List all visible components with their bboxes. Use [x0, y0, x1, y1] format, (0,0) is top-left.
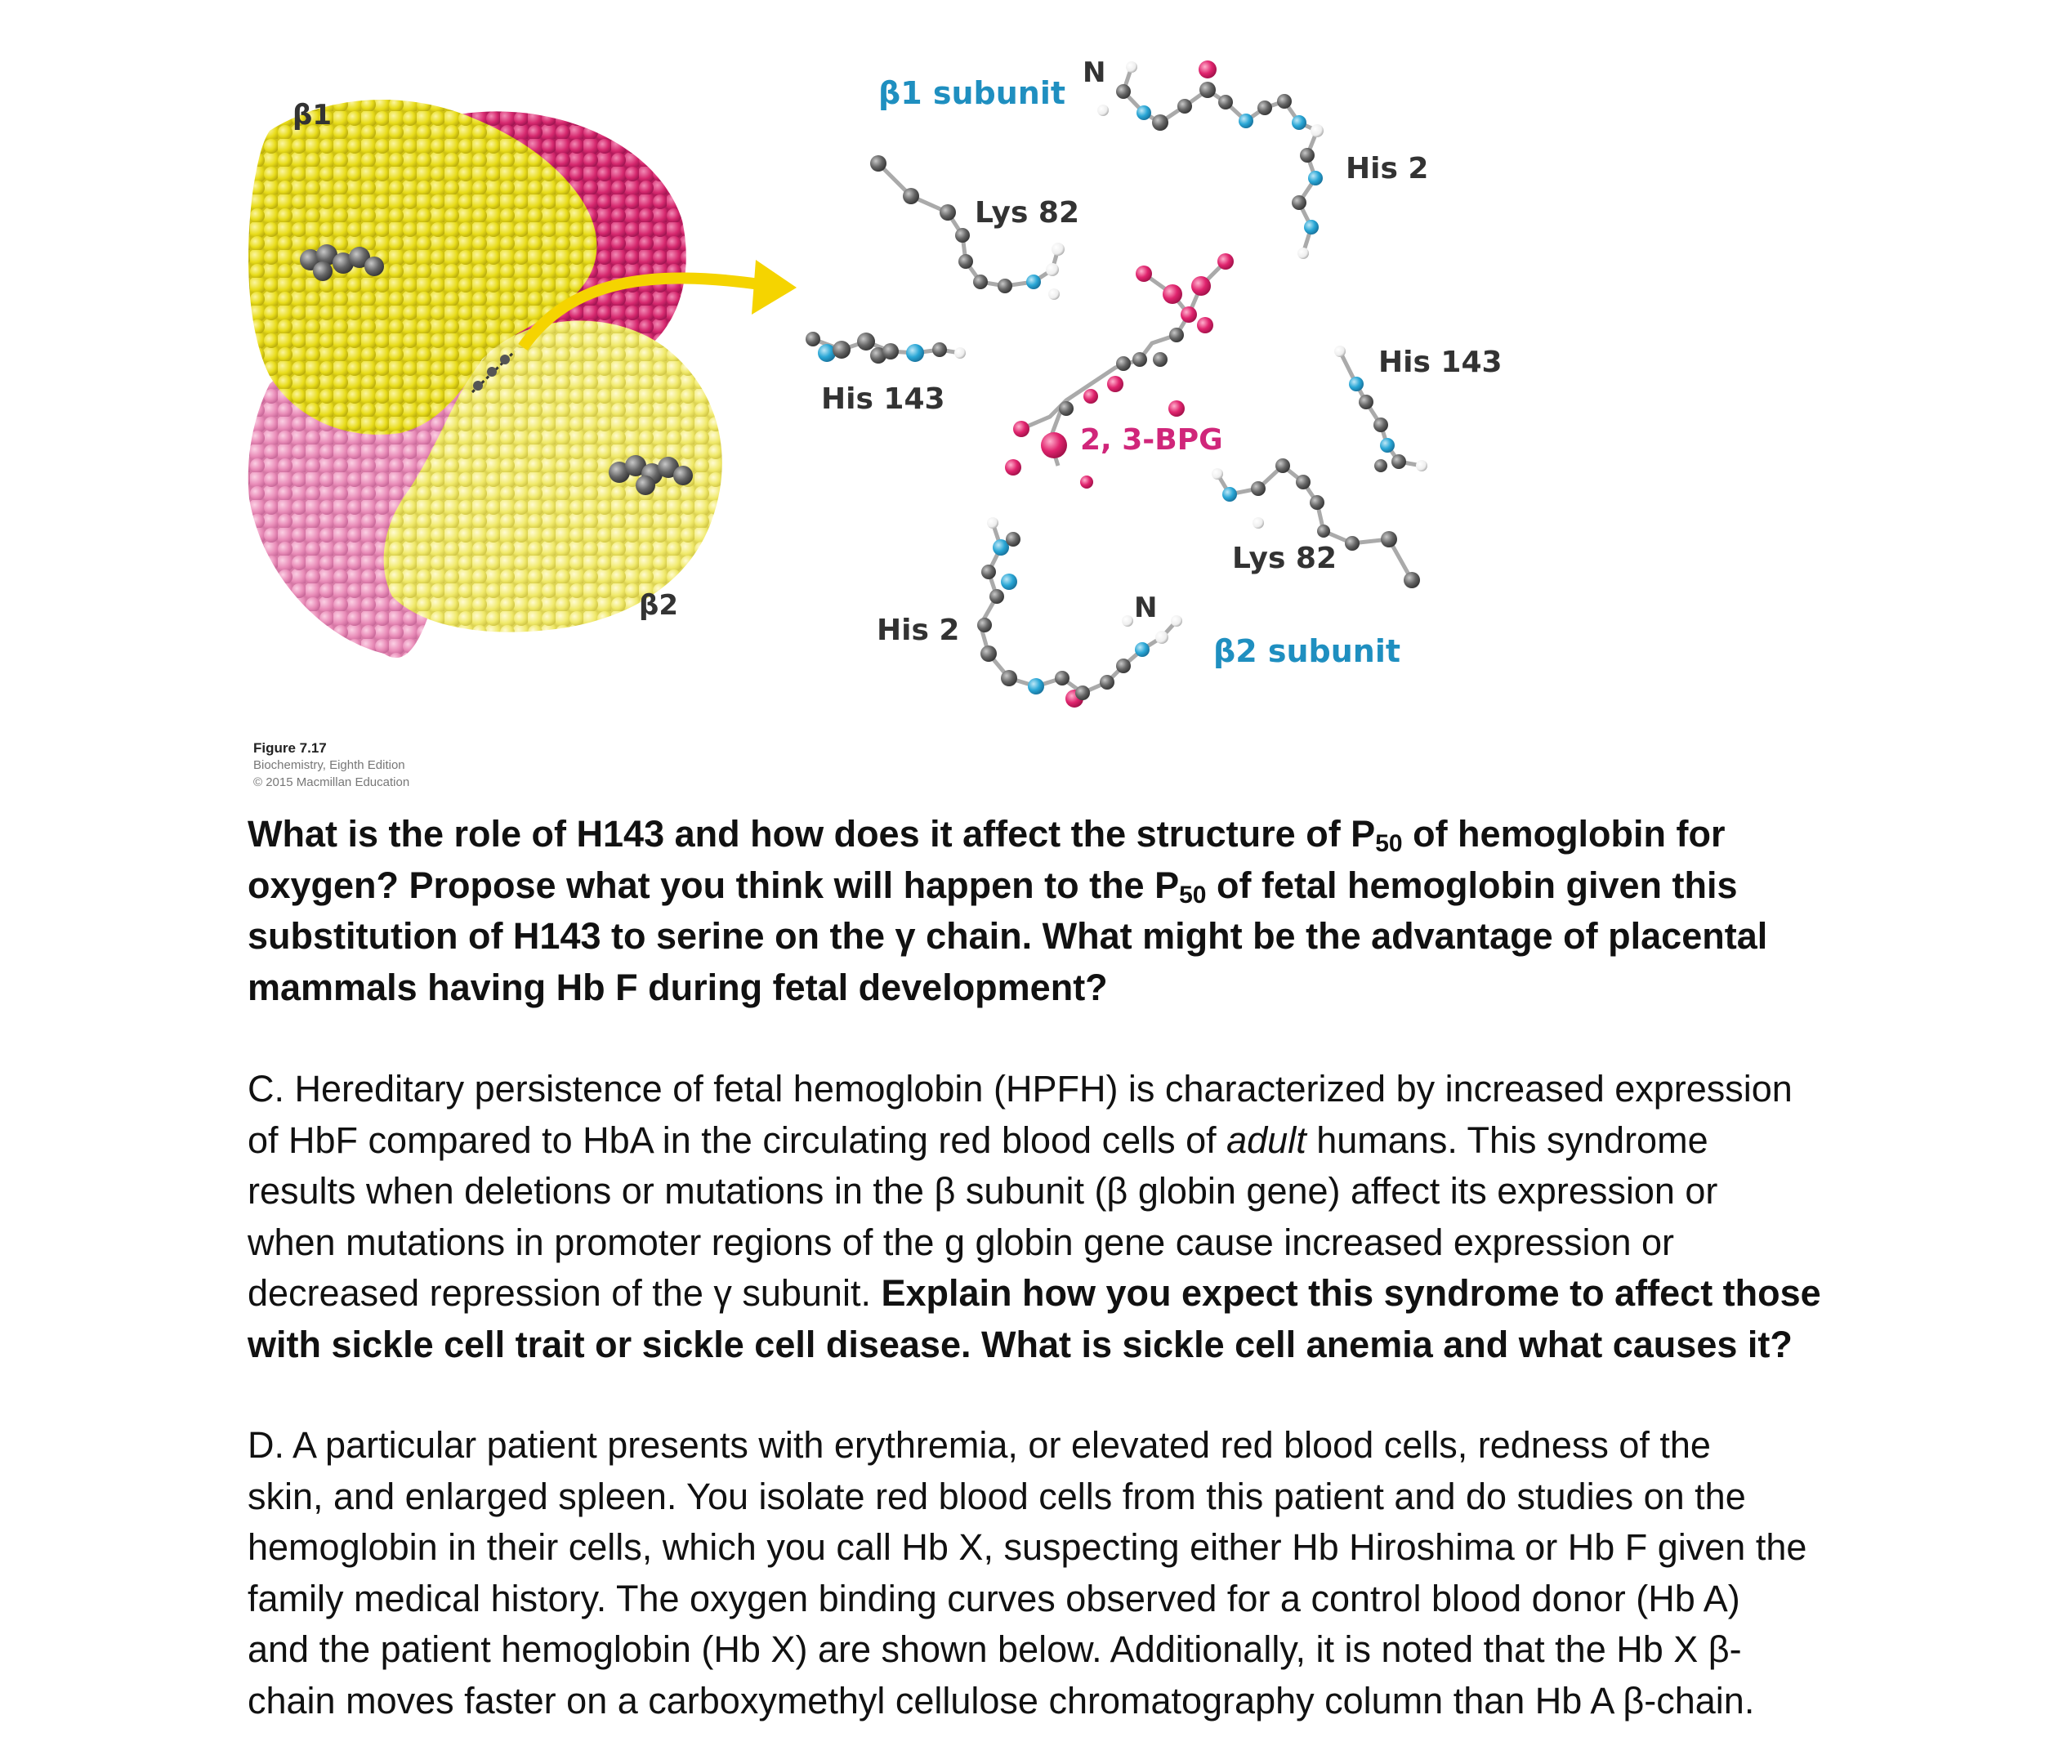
- text: of fetal hemoglobin given this: [1206, 864, 1738, 906]
- question-line: [248, 860, 1882, 912]
- beta1-label: β1: [292, 99, 332, 132]
- subscript: 50: [1375, 830, 1403, 857]
- text: What is the role of H143 and how does it affect the structure of P: [248, 813, 1376, 855]
- text: decreased repression of the γ subunit.: [248, 1272, 882, 1314]
- his143-left-label: His 143: [821, 382, 945, 416]
- paragraph-line: D. A particular patient presents with erythremia, or elevated red blood cells, redness of the: [248, 1424, 1711, 1466]
- text: oxygen? Propose what you think will happen to the P: [248, 864, 1180, 906]
- italic-text: adult: [1226, 1119, 1306, 1161]
- his2-bottom-label: His 2: [877, 614, 960, 647]
- question-b: [248, 809, 1882, 1013]
- question-line: [248, 809, 1882, 860]
- lys82-bottom-label: Lys 82: [1232, 542, 1337, 575]
- paragraph-line: and the patient hemoglobin (Hb X) are shown below. Additionally, it is noted that the Hb X β-: [248, 1628, 1742, 1670]
- bpg-label: 2, 3-BPG: [1080, 423, 1223, 457]
- paragraph-line: with sickle cell trait or sickle cell disease. What is sickle cell anemia and what causes it?: [248, 1323, 1793, 1365]
- beta2-subunit-label: β2 subunit: [1213, 633, 1401, 669]
- n-terminus-top-label: N: [1083, 56, 1106, 89]
- paragraph-c: [248, 1064, 1882, 1370]
- figure-caption: [253, 739, 409, 791]
- paragraph-line: chain moves faster on a carboxymethyl cellulose chromatography column than Hb A β-chain.: [248, 1679, 1755, 1722]
- paragraph-d: [248, 1420, 1882, 1726]
- lys82-top-label: Lys 82: [975, 196, 1080, 230]
- beta1-subunit-label: β1 subunit: [878, 75, 1066, 111]
- text: humans. This syndrome: [1306, 1119, 1708, 1161]
- question-line: substitution of H143 to serine on the γ chain. What might be the advantage of placental: [248, 915, 1768, 957]
- subscript: 50: [1179, 881, 1207, 909]
- n-terminus-bottom-label: N: [1134, 592, 1158, 624]
- bold-text: Explain how you expect this syndrome to affect those: [881, 1272, 1821, 1314]
- book-edition: Biochemistry, Eighth Edition: [253, 758, 405, 772]
- question-line: mammals having Hb F during fetal development?: [248, 966, 1108, 1008]
- his143-right-label: His 143: [1378, 346, 1503, 379]
- his2-top-label: His 2: [1346, 152, 1429, 185]
- hemoglobin-bpg-figure: [0, 0, 2072, 784]
- text: of HbF compared to HbA in the circulating red blood cells of: [248, 1119, 1227, 1161]
- paragraph-line: hemoglobin in their cells, which you call Hb X, suspecting either Hb Hiroshima or Hb F given the: [248, 1526, 1807, 1568]
- pointer-arrowhead: [752, 260, 797, 315]
- text: of hemoglobin for: [1402, 813, 1726, 855]
- figure-number: Figure 7.17: [253, 740, 327, 756]
- paragraph-line: results when deletions or mutations in the β subunit (β globin gene) affect its expression or: [248, 1170, 1718, 1212]
- paragraph-line: C. Hereditary persistence of fetal hemoglobin (HPFH) is characterized by increased expression: [248, 1068, 1793, 1110]
- beta2-label: β2: [639, 589, 678, 622]
- copyright: © 2015 Macmillan Education: [253, 775, 410, 789]
- paragraph-line: when mutations in promoter regions of the g globin gene cause increased expression or: [248, 1221, 1675, 1263]
- paragraph-line: family medical history. The oxygen binding curves observed for a control blood donor (Hb A): [248, 1577, 1740, 1619]
- paragraph-line: [248, 1115, 1882, 1167]
- hemoglobin-space-filling-model: [248, 100, 797, 658]
- paragraph-line: skin, and enlarged spleen. You isolate red blood cells from this patient and do studies on the: [248, 1475, 1746, 1517]
- paragraph-line: [248, 1268, 1882, 1320]
